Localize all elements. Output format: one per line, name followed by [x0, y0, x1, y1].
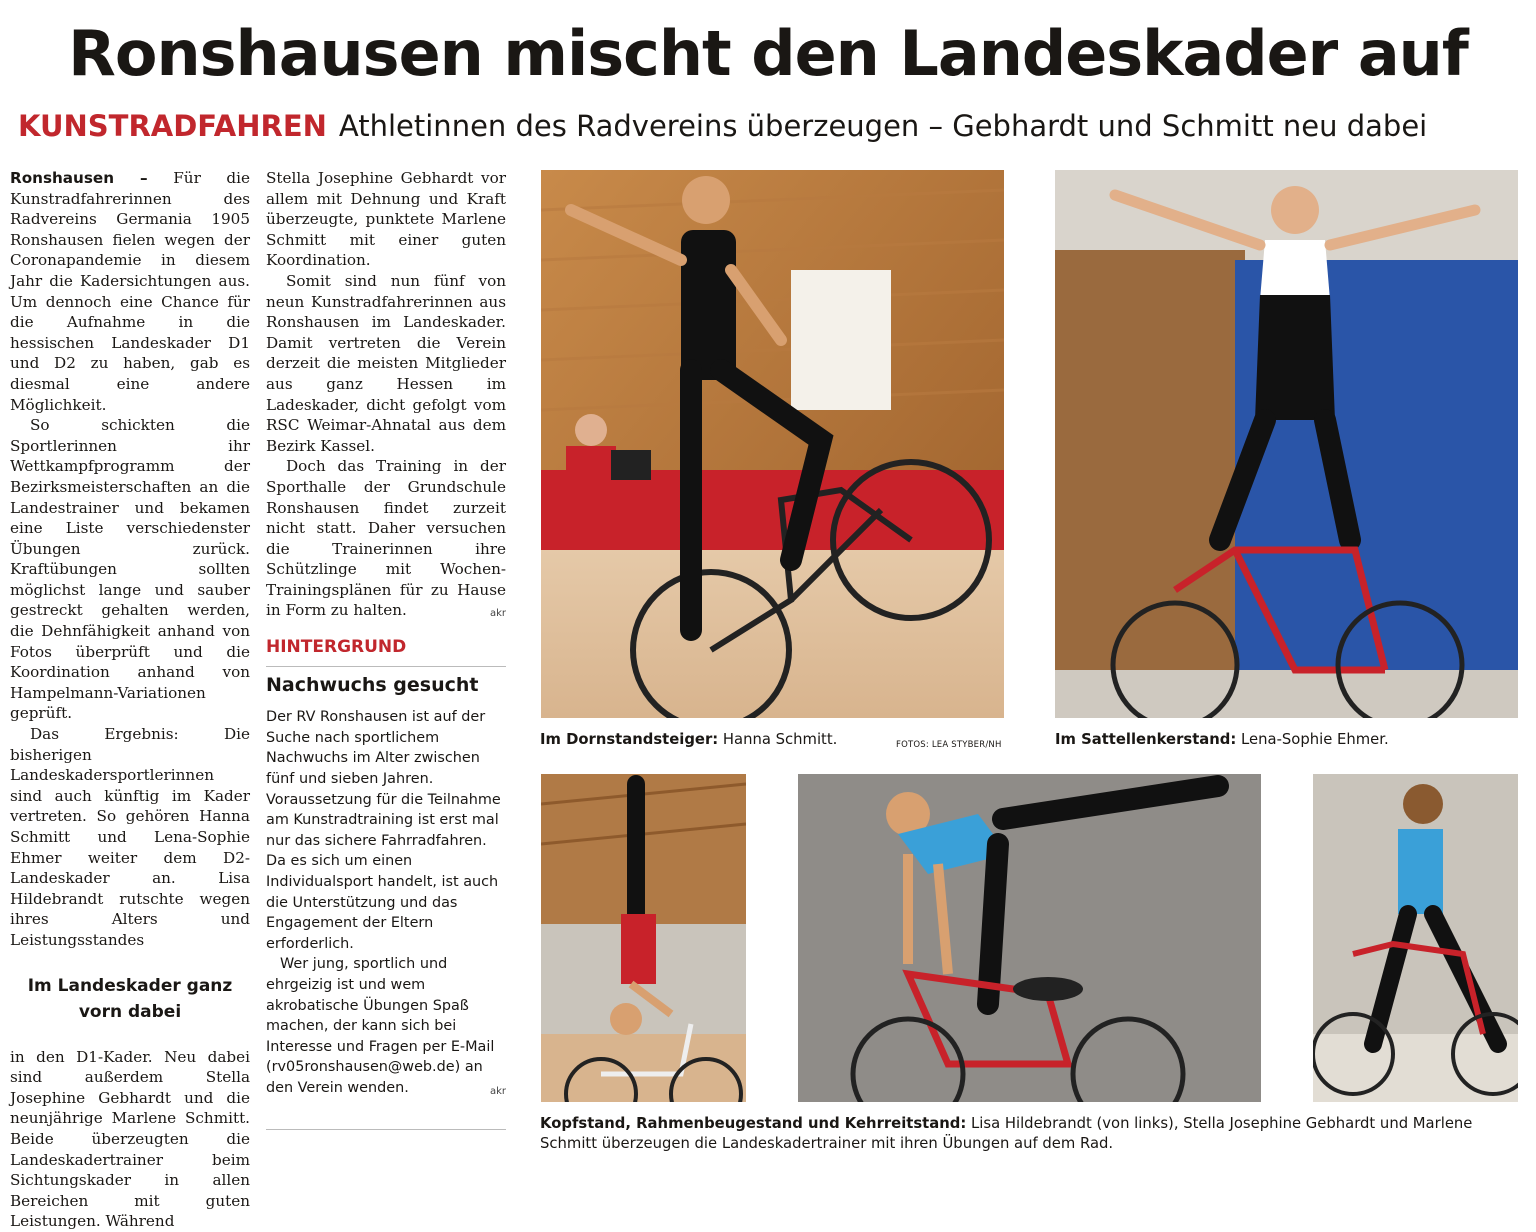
background-text: Wer jung, sportlich und ehrgeizig ist und wem akrobatische Übungen Spaß machen, der kann sich bei Interesse und Fragen per E-Mail (rv05ronshausen@web.de) an den Verein wenden. — [266, 956, 495, 1096]
photo-kehrreitstand — [1313, 774, 1518, 1102]
caption-bold: Im Sattellenkerstand: — [1055, 731, 1237, 748]
caption-text: Lisa Hildebrandt (von links), Stella Josephine Gebhardt und Marlene Schmitt überzeugen die Landeskadertrainer mit ihren Übungen auf dem Rad. — [540, 1115, 1473, 1152]
photo-sattellenkerstand — [1055, 170, 1518, 718]
photo-credit: FOTOS: LEA STYBER/NH — [896, 740, 1002, 750]
background-box — [266, 707, 506, 1098]
photo-dornstandsteiger — [541, 170, 1004, 718]
caption-photo-2 — [1055, 730, 1525, 750]
article-paragraph: Somit sind nun fünf von neun Kunstradfahrerinnen aus Ronshausen im Landeskader. Damit vertreten die Verein derzeit die meisten Mitglieder aus ganz Hessen im Ladeskader, dicht gefolgt vom RSC Weimar-Ahnatal aus dem Bezirk Kassel. — [266, 271, 506, 455]
background-signature: akr — [489, 1085, 506, 1097]
dateline: Ronshausen – — [10, 169, 148, 187]
article-paragraph: in den D1-Kader. Neu dabei sind außerdem Stella Josephine Gebhardt und die neunjährige Marlene Schmitt. Beide überzeugten die Landeskadertrainer beim Sichtungskader in allen Bereichen mit guten Leistungen. Während — [10, 1047, 250, 1231]
caption-photo-1 — [540, 730, 1010, 750]
photo-kopfstand — [541, 774, 746, 1102]
article-paragraph: So schickten die Sportlerinnen ihr Wettkampfprogramm der Bezirksmeisterschaften an die Landestrainer und bekamen eine Liste verschiedenster Übungen zurück. Kraftübungen sollten möglichst lange und sauber gestreckt gehalten werden, die Dehnfähigkeit anhand von Fotos überprüft und die Koordination anhand von Hampelmann-Variationen geprüft. — [10, 416, 250, 723]
caption-text: Hanna Schmitt. — [722, 731, 838, 748]
article-column-2 — [266, 168, 506, 1130]
background-title: Nachwuchs gesucht — [266, 673, 479, 696]
kicker: KUNSTRADFAHREN — [18, 109, 327, 143]
caption-bold: Kopfstand, Rahmenbeugestand und Kehrreitstand: — [540, 1115, 967, 1132]
caption-bold: Im Dornstandsteiger: — [540, 731, 719, 748]
headline: Ronshausen mischt den Landeskader auf — [68, 17, 1468, 90]
subheadline-text: Athletinnen des Radvereins überzeugen – Gebhardt und Schmitt neu dabei — [338, 109, 1428, 143]
article-paragraph — [10, 168, 250, 415]
article-text: Doch das Training in der Sporthalle der Grundschule Ronshausen findet zurzeit nicht statt. Daher versuchen die Trainerinnen ihre Schützlinge mit Wochen-Trainingsplänen für zu Hause in Form zu halten. — [266, 457, 506, 620]
caption-text: Lena-Sophie Ehmer. — [1241, 731, 1389, 748]
article-paragraph — [266, 456, 506, 621]
photo-rahmenbeugestand — [798, 774, 1261, 1102]
article-paragraph: Das Ergebnis: Die bisherigen Landeskadersportlerinnen sind auch künftig im Kader vertreten. So gehören Hanna Schmitt und Lena-Sophie Ehmer weiter dem D2-Landeskader an. Lisa Hildebrandt rutschte wegen ihres Alters und Leistungsstandes — [10, 725, 250, 949]
background-paragraph — [266, 954, 506, 1098]
article-text: Für die Kunstradfahrerinnen des Radvereins Germania 1905 Ronshausen fielen wegen der Coronapandemie in diesem Jahr die Kadersichtungen aus. Um dennoch eine Chance für die Aufnahme in die hessischen Landeskader D1 und D2 zu haben, gab es diesmal eine andere Möglichkeit. — [10, 169, 250, 414]
author-signature: akr — [489, 608, 506, 620]
background-kicker: HINTERGRUND — [266, 637, 506, 667]
article-column-1 — [10, 168, 250, 1232]
background-paragraph: Der RV Ronshausen ist auf der Suche nach sportlichem Nachwuchs im Alter zwischen fünf und sieben Jahren. Voraussetzung für die Teilnahme am Kunstradtraining ist erst mal nur das sichere Fahrradfahren. Da es sich um einen Individualsport handelt, ist auch die Unterstützung und das Engagement der Eltern erforderlich. — [266, 709, 501, 952]
background-rule — [266, 1129, 506, 1130]
article-subhead: Im Landeskader ganz vorn dabei — [27, 975, 233, 1022]
article-paragraph: Stella Josephine Gebhardt vor allem mit Dehnung und Kraft überzeugte, punktete Marlene Schmitt mit einer guten Koordination. — [266, 169, 506, 270]
caption-photo-3-4-5 — [540, 1114, 1525, 1154]
subheadline — [18, 104, 1528, 148]
